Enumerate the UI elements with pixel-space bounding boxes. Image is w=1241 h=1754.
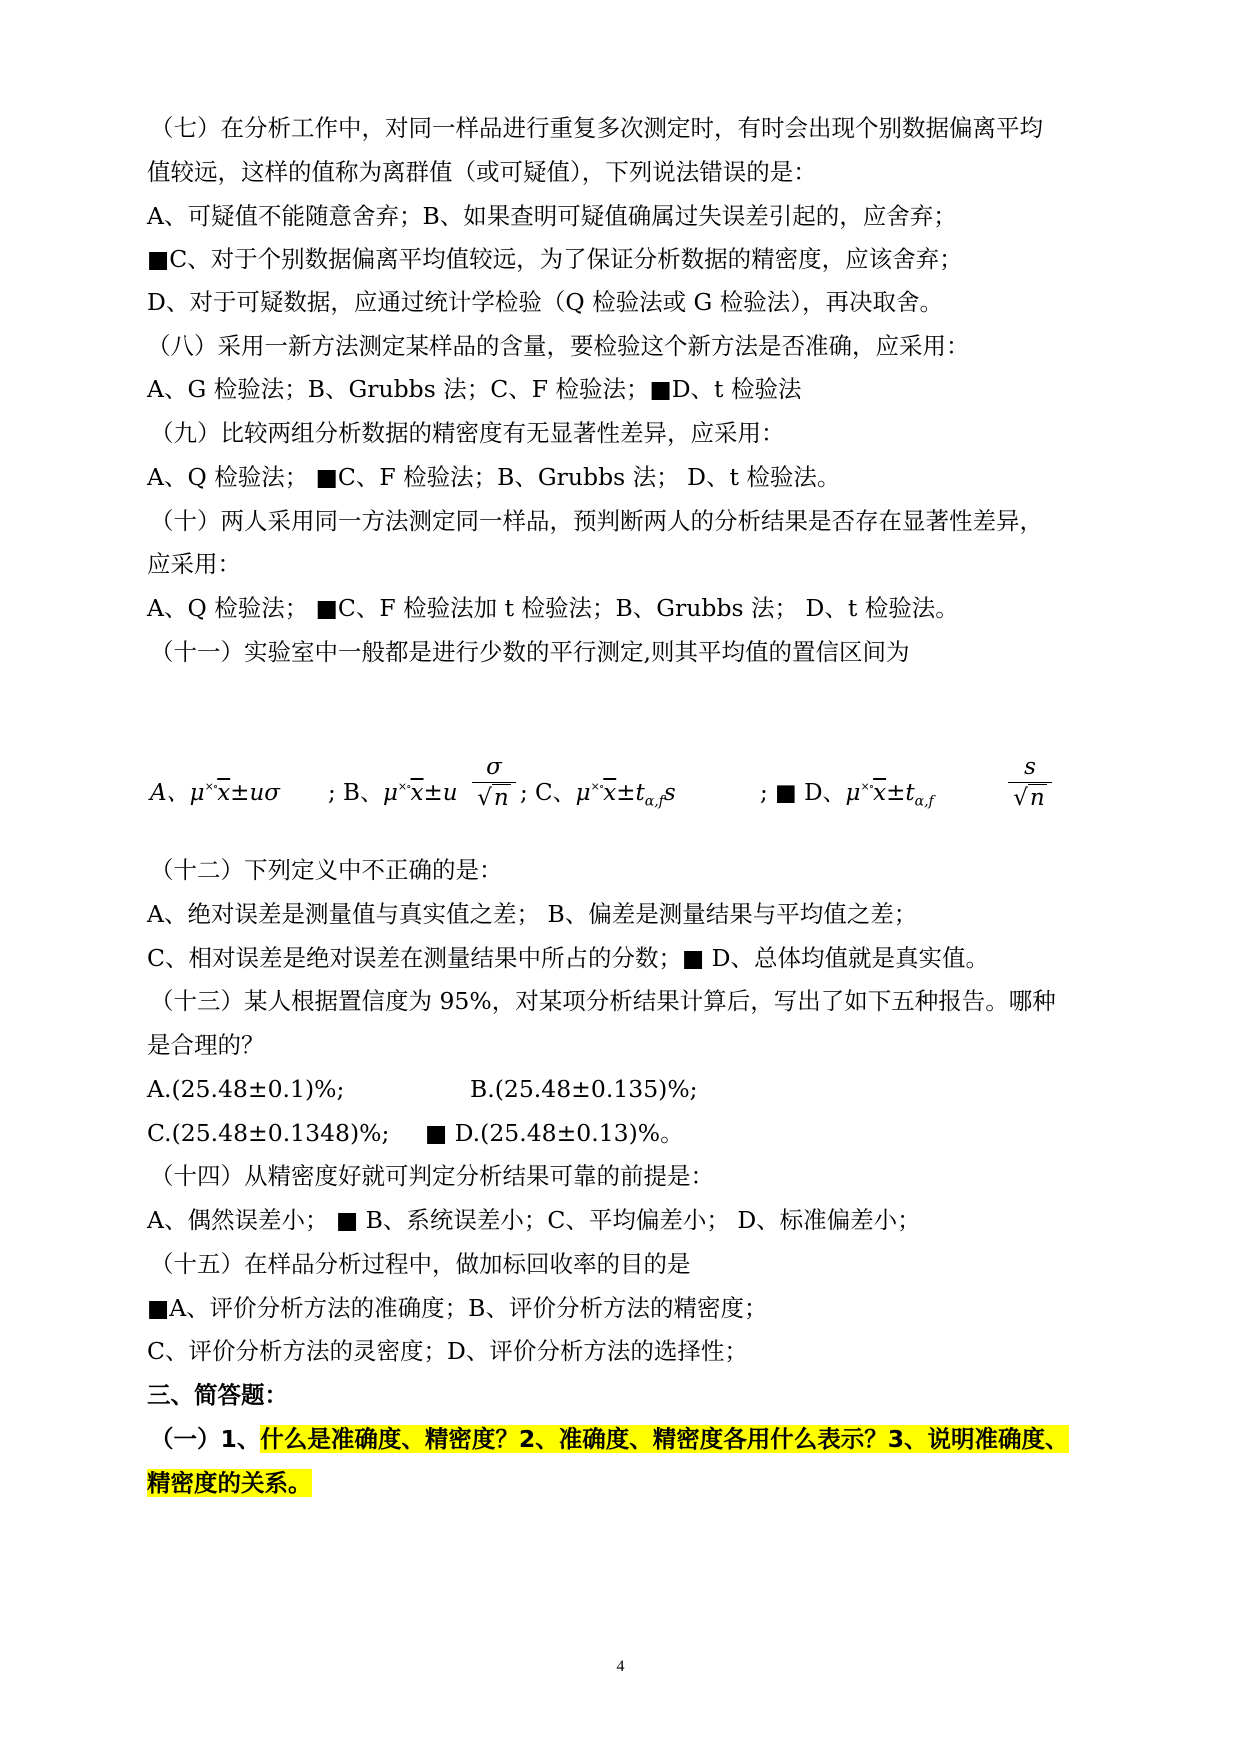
formula-option-a: A、$\mu^{\times\circ}\overline{x}\pm u\sigma$: [150, 780, 280, 806]
question-10-line-1: （十）两人采用同一方法测定同一样品，预判断两人的分析结果是否存在显著性差异，: [150, 507, 1043, 535]
option-d: D、对于可疑数据，应通过统计学检验（Q 检验法或 G 检验法），再决取舍。: [147, 288, 944, 316]
option-c: ■C、对于个别数据偏离平均值较远，为了保证分析数据的精密度，应该舍弃；: [147, 245, 963, 273]
question-13-option-d: ■ D.(25.48±0.13)%。: [425, 1119, 684, 1147]
question-8: （八）采用一新方法测定某样品的含量，要检验这个新方法是否准确，应采用：: [147, 332, 970, 360]
short-answer-q1-line-1: （一）1、什么是准确度、精密度？2、准确度、精密度各用什么表示？3、说明准确度、: [150, 1425, 1069, 1453]
question-8-options: A、G 检验法；B、Grubbs 法；C、F 检验法；■D、t 检验法: [147, 375, 802, 403]
confidence-interval-formulas: [150, 754, 1050, 840]
question-12-options-cd: C、相对误差是绝对误差在测量结果中所占的分数；■ D、总体均值就是真实值。: [147, 944, 989, 972]
question-7-line-2: 值较远，这样的值称为离群值（或可疑值），下列说法错误的是：: [147, 158, 817, 186]
question-7-line-1: （七）在分析工作中，对同一样品进行重复多次测定时，有时会出现个别数据偏离平均: [150, 114, 1043, 142]
question-13-option-c: C.(25.48±0.1348)%;: [147, 1119, 390, 1147]
page-number: 4: [616, 1658, 625, 1675]
question-11: （十一）实验室中一般都是进行少数的平行测定,则其平均值的置信区间为: [150, 638, 910, 666]
question-14: （十四）从精密度好就可判定分析结果可靠的前提是：: [150, 1162, 714, 1190]
question-13-option-b: B.(25.48±0.135)%;: [470, 1075, 698, 1103]
question-13-option-a: A.(25.48±0.1)%;: [147, 1075, 345, 1103]
question-10-line-2: 应采用：: [147, 550, 241, 578]
option-a-b: A、可疑值不能随意舍弃；B、如果查明可疑值确属过失误差引起的，应舍弃；: [147, 202, 957, 230]
short-answer-q1-line-2: 精密度的关系。: [147, 1469, 312, 1497]
formula-option-d: ; ■ D、$\mu^{\times\circ}\overline{x}\pm t_{\alpha,f}$: [760, 780, 934, 810]
question-10-options: A、Q 检验法； ■C、F 检验法加 t 检验法；B、Grubbs 法； D、t 检验法。: [147, 594, 959, 622]
question-12: （十二）下列定义中不正确的是：: [150, 856, 503, 884]
formula-d-fraction: s √n: [1008, 754, 1052, 811]
formula-option-b: ; B、$\mu^{\times\circ}\overline{x}\pm u$: [328, 780, 458, 806]
section-heading-short-answer: 三、简答题：: [147, 1381, 288, 1409]
question-15: （十五）在样品分析过程中，做加标回收率的目的是: [150, 1250, 691, 1278]
question-14-options: A、偶然误差小； ■ B、系统误差小；C、平均偏差小； D、标准偏差小；: [147, 1206, 921, 1234]
formula-b-fraction: σ √n: [472, 754, 516, 811]
question-13-line-1: （十三）某人根据置信度为 95%，对某项分析结果计算后，写出了如下五种报告。哪种: [150, 987, 1056, 1015]
question-13-line-2: 是合理的？: [147, 1031, 265, 1059]
question-15-options-ab: ■A、评价分析方法的准确度；B、评价分析方法的精密度；: [147, 1294, 768, 1322]
question-9: （九）比较两组分析数据的精密度有无显著性差异，应采用：: [150, 419, 785, 447]
formula-option-c: ; C、$\mu^{\times\circ}\overline{x}\pm t_{\alpha,f}s$: [520, 780, 676, 810]
question-12-options-ab: A、绝对误差是测量值与真实值之差； B、偏差是测量结果与平均值之差；: [147, 900, 918, 928]
question-15-options-cd: C、评价分析方法的灵密度；D、评价分析方法的选择性；: [147, 1337, 748, 1365]
question-9-options: A、Q 检验法； ■C、F 检验法；B、Grubbs 法； D、t 检验法。: [147, 463, 841, 491]
